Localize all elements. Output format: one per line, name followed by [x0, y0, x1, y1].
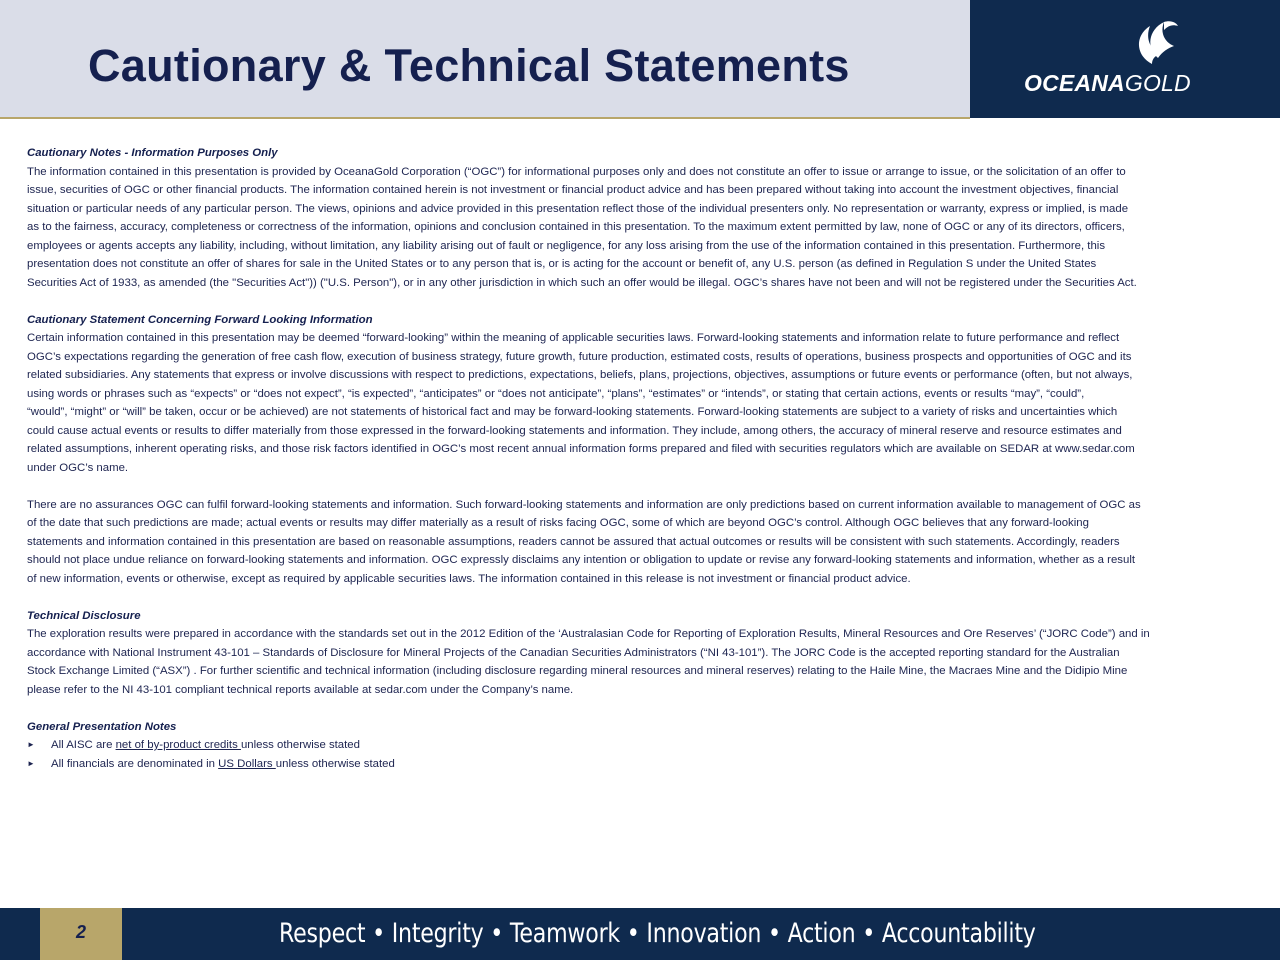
text-line: should not place undue reliance on forward-looking statements and information. OGC expressly disclaims any intention or obligation to update or revise any forward-looking statements and information, whether as a result — [27, 554, 1136, 566]
text-line: issue, securities of OGC or other financial products. The information contained herein is not investment or financial product advice and has been prepared without taking into account the investment objectives, financial — [27, 184, 1119, 196]
section-heading-forward-looking: Cautionary Statement Concerning Forward Looking Information — [27, 313, 373, 326]
text-line: using words or phrases such as “expects” or “does not expect”, “is expected”, “anticipates” or “does not anticipate”, “plans”, “estimates” or “intends”, or stating that certain actions, events or results “may”, “could”, — [27, 387, 1085, 400]
text-line: presentation does not constitute an offer of shares for sale in the United States or to any person that is, or is acting for the account or benefit of, any U.S. person (as defined in Regulation S under the United States — [27, 258, 1097, 270]
text-line: related assumptions, inherent operating risks, and those risk factors identified in OGC’s most recent annual information forms prepared and filed with securities regulators which are available on SEDAR at www.sedar.com — [27, 443, 1135, 455]
section-heading-technical: Technical Disclosure — [27, 609, 141, 622]
company-logo — [1024, 70, 1191, 97]
text-line: accordance with National Instrument 43-101 – Standards of Disclosure for Mineral Projects of the Canadian Securities Administrators (“NI 43-101”). The JORC Code is the accepted reporting standard for the Australian — [27, 646, 1120, 659]
bullet-text: All financials are denominated in — [51, 757, 219, 770]
disclaimer-body — [27, 144, 1245, 773]
logo-word-bold: OCEANA — [1024, 70, 1125, 96]
bullet-text: unless otherwise stated — [275, 757, 395, 770]
bullet-arrow-icon: ► — [27, 740, 35, 749]
section-heading-cautionary: Cautionary Notes - Information Purposes Only — [27, 147, 278, 159]
text-line: There are no assurances OGC can fulfil forward-looking statements and information. Such forward-looking statements and information are only predictions based on current information available to management of OGC as — [27, 498, 1141, 511]
text-line: under OGC’s name. — [27, 461, 129, 474]
page-title: Cautionary & Technical Statements — [88, 40, 850, 91]
company-values-motto: Respect • Integrity • Teamwork • Innovation • Action • Accountability — [279, 918, 1036, 949]
section-heading-general: General Presentation Notes — [27, 720, 177, 733]
text-line: situation or particular needs of any particular person. The views, opinions and advice provided in this presentation reflect those of the individual presenters only. No representation or warranty, express or implied, is made — [27, 202, 1129, 215]
bullet-link-text: net of by-product credits — [115, 739, 241, 751]
text-line: The exploration results were prepared in accordance with the standards set out in the 2012 Edition of the ‘Australasian Code for Reporting of Exploration Results, Mineral Resources and Ore Reserves’ (“JORC Code”) and in — [27, 628, 1150, 640]
text-line: OGC’s expectations regarding the generation of free cash flow, execution of business strategy, future growth, future production, estimated costs, results of operations, business prospects and opportunities of OGC and its — [27, 350, 1132, 363]
text-line: of the date that such predictions are made; actual events or results may differ materially as a result of risks facing OGC, some of which are beyond OGC’s control. Although OGC believes that any forward-looking — [27, 517, 1089, 529]
page-number: 2 — [75, 922, 86, 942]
text-line: “would”, “might” or “will” be taken, occur or be achieved) are not statements of historical fact and may be forward-looking statements. Forward-looking statements are subject to a variety of risks and uncertainties which — [27, 406, 1118, 418]
text-line: statements and information contained in this presentation are based on reasonable assumptions, readers cannot be assured that actual outcomes or results will be consistent with such statements. Accordingly, readers — [27, 535, 1120, 548]
bullet-link-text: US Dollars — [218, 757, 276, 770]
text-line: of new information, events or otherwise, except as required by applicable securities laws. The information contained in this release is not investment or financial product advice. — [27, 572, 911, 585]
text-line: related subsidiaries. Any statements that express or involve discussions with respect to predictions, expectations, beliefs, plans, projections, objectives, assumptions or future events or performance (often, but not always, — [27, 369, 1133, 381]
text-line: Certain information contained in this presentation may be deemed “forward-looking” within the meaning of applicable securities laws. Forward-looking statements and information relate to future performance and reflect — [27, 332, 1120, 344]
bullet-item — [27, 736, 1245, 755]
footer-bar — [0, 908, 1280, 960]
text-line: The information contained in this presentation is provided by OceanaGold Corporation (“OGC”) for informational purposes only and does not constitute an offer to issue or arrange to issue, or the solicitation of an offer to — [27, 165, 1126, 178]
bullet-text: unless otherwise stated — [240, 739, 360, 751]
header-divider — [0, 117, 970, 119]
header-band — [0, 0, 970, 118]
oceanagold-wave-icon — [1130, 18, 1184, 66]
page-number-box — [40, 908, 122, 960]
logo-panel — [970, 0, 1280, 118]
text-line: Stock Exchange Limited (“ASX”) . For further scientific and technical information (including disclosure regarding mineral resources and mineral reserves) relating to the Haile Mine, the Macraes Mine and the Didipio Mine — [27, 665, 1128, 677]
text-line: employees or agents accepts any liability, including, without limitation, any liability arising out of fault or negligence, for any loss arising from the use of the information contained in this presentation. Furthermore, this — [27, 239, 1106, 252]
bullet-item — [27, 755, 1245, 774]
logo-word-light: GOLD — [1124, 70, 1191, 96]
text-line: Securities Act of 1933, as amended (the "Securities Act")) ("U.S. Person"), or in any other jurisdiction in which such an offer would be illegal. OGC’s shares have not been and will not be registered under the Securities Act. — [27, 276, 1137, 289]
text-line: as to the fairness, accuracy, completeness or correctness of the information, opinions and conclusion contained in this presentation. To the maximum extent permitted by law, none of OGC or any of its directors, officers, — [27, 221, 1125, 233]
text-line: could cause actual events or results to differ materially from those expressed in the forward-looking statements and information. They include, among others, the accuracy of mineral reserve and resource estimates and — [27, 424, 1122, 437]
text-line: please refer to the NI 43-101 compliant technical reports available at sedar.com under the Company’s name. — [27, 683, 574, 696]
bullet-text: All AISC are — [51, 739, 116, 751]
bullet-arrow-icon: ► — [27, 758, 35, 768]
